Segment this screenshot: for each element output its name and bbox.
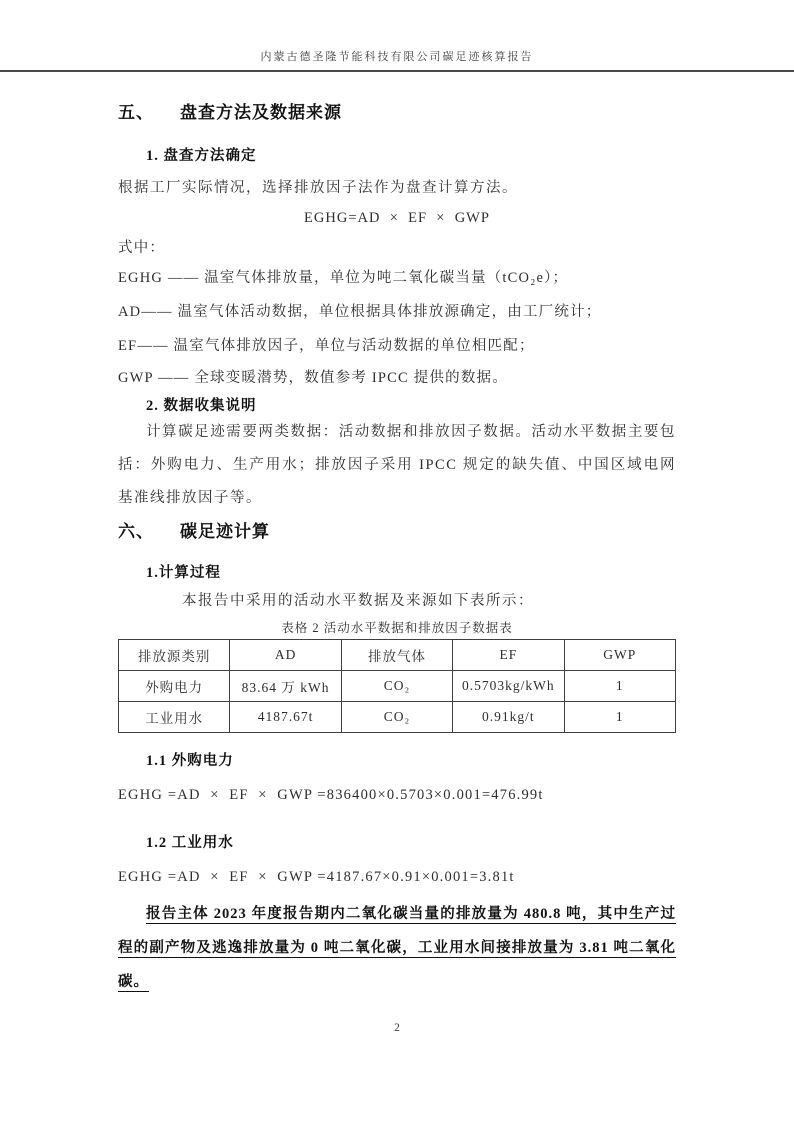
formula-water: EGHG =AD × EF × GWP =4187.67×0.91×0.001=3.81t (118, 869, 515, 885)
where-label: 式中： (118, 240, 166, 256)
table-cell: CO₂ (341, 671, 452, 702)
table-cell: 外购电力 (119, 671, 230, 702)
table-cell: 0.91kg/t (453, 702, 564, 733)
definition-ad: AD—— 温室气体活动数据，单位根据具体排放源确定，由工厂统计； (118, 304, 602, 320)
paragraph-method: 根据工厂实际情况，选择排放因子法作为盘查计算方法。 (118, 180, 518, 196)
definition-eghg: EGHG —— 温室气体排放量，单位为吨二氧化碳当量（tCO₂e）； (118, 270, 569, 286)
table-cell: CO₂ (341, 702, 452, 733)
table-row (119, 702, 676, 733)
section-heading-5-title: 盘查方法及数据来源 (180, 103, 342, 122)
conclusion-paragraph (118, 897, 676, 999)
page-number: 2 (394, 1022, 400, 1034)
paragraph-table-intro: 本报告中采用的活动水平数据及来源如下表所示： (182, 593, 534, 609)
table-cell: 1 (564, 702, 675, 733)
table-header-cell: AD (230, 640, 341, 671)
table-header-row (119, 640, 676, 671)
table-row (119, 671, 676, 702)
subheading-method: 1. 盘查方法确定 (146, 148, 257, 164)
table-caption: 表格 2 活动水平数据和排放因子数据表 (281, 621, 513, 635)
activity-data-table (118, 639, 676, 733)
section-heading-5 (118, 100, 676, 126)
table-cell: 工业用水 (119, 702, 230, 733)
formula-electricity: EGHG =AD × EF × GWP =836400×0.5703×0.001=476.99t (118, 787, 544, 803)
definition-gwp: GWP —— 全球变暖潜势，数值参考 IPCC 提供的数据。 (118, 370, 508, 386)
subheading-water: 1.2 工业用水 (146, 835, 234, 851)
section-heading-6-title: 碳足迹计算 (180, 522, 270, 541)
table-header-cell: EF (453, 640, 564, 671)
page-header (0, 0, 794, 72)
formula-eghg: EGHG=AD × EF × GWP (304, 210, 490, 226)
table-header-cell: 排放气体 (341, 640, 452, 671)
table-header-cell: 排放源类别 (119, 640, 230, 671)
table-cell: 1 (564, 671, 675, 702)
paragraph-data-collection: 计算碳足迹需要两类数据：活动数据和排放因子数据。活动水平数据主要包括：外购电力、生产用水；排放因子采用 IPCC 规定的缺失值、中国区域电网基准线排放因子等。 (118, 424, 676, 506)
subheading-calc-process: 1.计算过程 (146, 565, 221, 581)
subheading-electricity: 1.1 外购电力 (146, 753, 234, 769)
table-cell: 4187.67t (230, 702, 341, 733)
document-body (0, 100, 794, 999)
table-header-cell: GWP (564, 640, 675, 671)
section-heading-6 (118, 519, 676, 545)
table-cell: 83.64 万 kWh (230, 671, 341, 702)
running-header-title: 内蒙古德圣隆节能科技有限公司碳足迹核算报告 (260, 51, 534, 63)
table-cell: 0.5703kg/kWh (453, 671, 564, 702)
section-heading-6-number: 六、 (118, 522, 154, 541)
subheading-data-collection: 2. 数据收集说明 (146, 398, 257, 414)
definition-ef: EF—— 温室气体排放因子，单位与活动数据的单位相匹配； (118, 338, 535, 354)
conclusion-text: 报告主体 2023 年度报告期内二氧化碳当量的排放量为 480.8 吨，其中生产过程的副产物及逃逸排放量为 0 吨二氧化碳，工业用水间接排放量为 3.81 吨二氧化碳。 (118, 906, 676, 990)
section-heading-5-number: 五、 (118, 103, 154, 122)
